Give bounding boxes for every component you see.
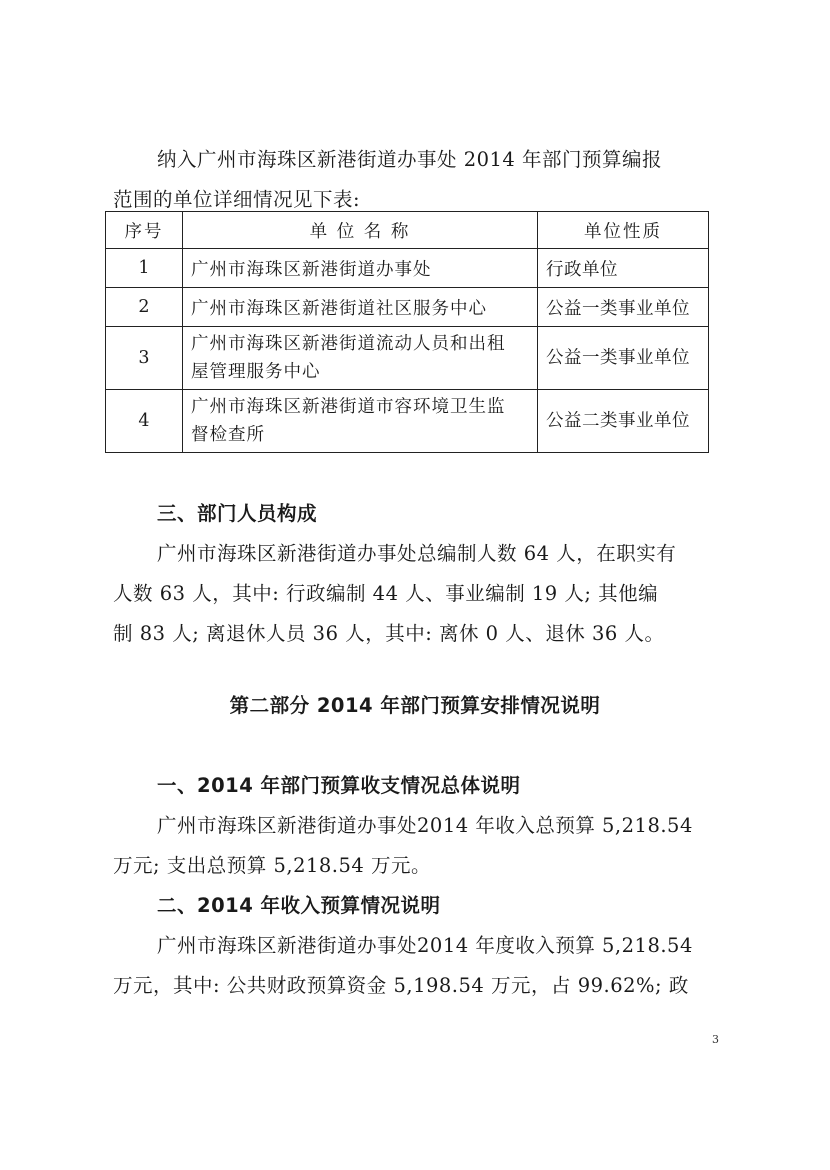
table-row <box>106 327 709 390</box>
row-number: 3 <box>106 327 183 390</box>
unit-nature: 公益一类事业单位 <box>538 327 709 390</box>
row-number: 4 <box>106 390 183 453</box>
unit-nature: 行政单位 <box>538 249 709 288</box>
row-number: 1 <box>106 249 183 288</box>
units-table <box>105 211 709 453</box>
section-3-heading: 三、部门人员构成 <box>157 502 318 525</box>
unit-nature: 公益一类事业单位 <box>538 288 709 327</box>
subsection-2-heading: 二、2014 年收入预算情况说明 <box>157 894 441 917</box>
intro-line-2: 范围的单位详细情况见下表: <box>113 188 361 211</box>
part-2-title: 第二部分 2014 年部门预算安排情况说明 <box>229 694 601 717</box>
intro-paragraph <box>113 140 718 220</box>
subsection-2-line: 万元，其中: 公共财政预算资金 5,198.54 万元，占 99.62%; 政 <box>113 974 689 997</box>
intro-line-1: 纳入广州市海珠区新港街道办事处 2014 年部门预算编报 <box>157 148 663 171</box>
table-row <box>106 249 709 288</box>
header-nature: 单位性质 <box>538 212 709 249</box>
page-number: 3 <box>712 1033 719 1046</box>
header-no: 序号 <box>106 212 183 249</box>
subsection-1-line: 万元; 支出总预算 5,218.54 万元。 <box>113 854 432 877</box>
table-header-row <box>106 212 709 249</box>
unit-nature: 公益二类事业单位 <box>538 390 709 453</box>
header-name: 单 位 名 称 <box>183 212 538 249</box>
table-row <box>106 390 709 453</box>
unit-name: 广州市海珠区新港街道市容环境卫生监 督检查所 <box>183 390 538 453</box>
subsection-2 <box>113 886 718 1006</box>
unit-name: 广州市海珠区新港街道办事处 <box>183 249 538 288</box>
unit-name: 广州市海珠区新港街道社区服务中心 <box>183 288 538 327</box>
subsection-1 <box>113 766 718 886</box>
section-3-line: 制 83 人; 离退休人员 36 人，其中: 离休 0 人、退休 36 人。 <box>113 622 665 645</box>
unit-name: 广州市海珠区新港街道流动人员和出租 屋管理服务中心 <box>183 327 538 390</box>
section-3-line: 广州市海珠区新港街道办事处总编制人数 64 人，在职实有 <box>157 542 677 565</box>
subsection-2-line: 广州市海珠区新港街道办事处2014 年度收入预算 5,218.54 <box>157 934 693 957</box>
section-3 <box>113 494 718 654</box>
subsection-1-line: 广州市海珠区新港街道办事处2014 年收入总预算 5,218.54 <box>157 814 693 837</box>
row-number: 2 <box>106 288 183 327</box>
table-row <box>106 288 709 327</box>
section-3-line: 人数 63 人，其中: 行政编制 44 人、事业编制 19 人; 其他编 <box>113 582 659 605</box>
subsection-1-heading: 一、2014 年部门预算收支情况总体说明 <box>157 774 521 797</box>
